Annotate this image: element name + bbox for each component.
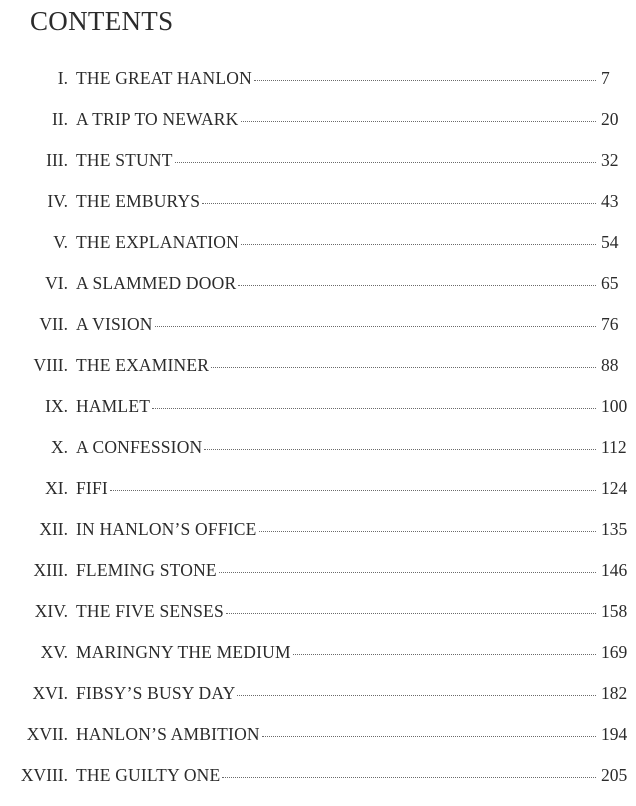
toc-entry[interactable] bbox=[0, 355, 636, 396]
page-number: 7 bbox=[601, 68, 610, 88]
chapter-number: XVII. bbox=[26, 724, 68, 744]
dot-leader bbox=[110, 490, 596, 491]
chapter-number: X. bbox=[50, 437, 68, 457]
page-number: 43 bbox=[601, 191, 619, 211]
dot-leader bbox=[293, 654, 596, 655]
chapter-number: VII. bbox=[39, 314, 68, 334]
chapter-number: II. bbox=[51, 109, 68, 129]
page-number: 20 bbox=[601, 109, 619, 129]
chapter-number: VI. bbox=[45, 273, 68, 293]
page-number: 169 bbox=[601, 642, 628, 662]
chapter-number: IV. bbox=[47, 191, 68, 211]
dot-leader bbox=[226, 613, 596, 614]
page-number: 76 bbox=[601, 314, 619, 334]
dot-leader bbox=[219, 572, 596, 573]
dot-leader bbox=[259, 531, 596, 532]
toc-entry[interactable] bbox=[0, 437, 636, 478]
page-number: 205 bbox=[601, 765, 628, 785]
dot-leader bbox=[204, 449, 596, 450]
toc-entry[interactable] bbox=[0, 601, 636, 642]
dot-leader bbox=[241, 121, 596, 122]
dot-leader bbox=[254, 80, 596, 81]
dot-leader bbox=[202, 203, 596, 204]
page-number: 158 bbox=[601, 601, 628, 621]
dot-leader bbox=[222, 777, 596, 778]
chapter-title: HAMLET bbox=[76, 396, 151, 416]
page-number: 112 bbox=[601, 437, 627, 457]
toc-entry[interactable] bbox=[0, 396, 636, 437]
page-title: CONTENTS bbox=[30, 6, 174, 36]
chapter-title: THE FIVE SENSES bbox=[76, 601, 224, 621]
chapter-title: THE EMBURYS bbox=[76, 191, 201, 211]
toc-entry[interactable] bbox=[0, 519, 636, 560]
chapter-title: THE GUILTY ONE bbox=[76, 765, 221, 785]
chapter-title: THE STUNT bbox=[76, 150, 173, 170]
dot-leader bbox=[211, 367, 596, 368]
chapter-number: IX. bbox=[45, 396, 68, 416]
page-number: 32 bbox=[601, 150, 619, 170]
chapter-number: III. bbox=[46, 150, 68, 170]
chapter-number: I. bbox=[57, 68, 68, 88]
toc-entry[interactable] bbox=[0, 724, 636, 765]
dot-leader bbox=[262, 736, 596, 737]
toc-entry[interactable] bbox=[0, 273, 636, 314]
page-number: 100 bbox=[601, 396, 628, 416]
page-number: 146 bbox=[601, 560, 628, 580]
toc-entry[interactable] bbox=[0, 150, 636, 191]
chapter-number: XIV. bbox=[34, 601, 68, 621]
page-number: 124 bbox=[601, 478, 628, 498]
toc-entry[interactable] bbox=[0, 478, 636, 519]
dot-leader bbox=[237, 695, 596, 696]
dot-leader bbox=[238, 285, 596, 286]
chapter-number: XI. bbox=[45, 478, 68, 498]
chapter-title: A CONFESSION bbox=[76, 437, 203, 457]
chapter-number: XVI. bbox=[32, 683, 68, 703]
chapter-number: XV. bbox=[40, 642, 68, 662]
chapter-title: FIBSY’S BUSY DAY bbox=[76, 683, 236, 703]
toc-entry[interactable] bbox=[0, 314, 636, 355]
chapter-title: A TRIP TO NEWARK bbox=[76, 109, 239, 129]
page-number: 182 bbox=[601, 683, 628, 703]
page-number: 88 bbox=[601, 355, 619, 375]
chapter-title: A SLAMMED DOOR bbox=[76, 273, 237, 293]
chapter-title: IN HANLON’S OFFICE bbox=[76, 519, 257, 539]
chapter-number: XII. bbox=[39, 519, 68, 539]
page-number: 65 bbox=[601, 273, 619, 293]
chapter-number: XIII. bbox=[33, 560, 68, 580]
chapter-title: MARINGNY THE MEDIUM bbox=[76, 642, 291, 662]
chapter-title: THE EXPLANATION bbox=[76, 232, 239, 252]
chapter-number: XVIII. bbox=[20, 765, 68, 785]
dot-leader bbox=[152, 408, 596, 409]
toc-entry[interactable] bbox=[0, 109, 636, 150]
dot-leader bbox=[175, 162, 596, 163]
chapter-number: V. bbox=[53, 232, 68, 252]
page-number: 54 bbox=[601, 232, 619, 252]
chapter-title: THE GREAT HANLON bbox=[76, 68, 252, 88]
chapter-title: A VISION bbox=[76, 314, 153, 334]
chapter-number: VIII. bbox=[33, 355, 68, 375]
chapter-title: THE EXAMINER bbox=[76, 355, 210, 375]
toc-entry[interactable] bbox=[0, 68, 636, 109]
page-number: 194 bbox=[601, 724, 628, 744]
chapter-title: FLEMING STONE bbox=[76, 560, 217, 580]
toc-entry[interactable] bbox=[0, 191, 636, 232]
toc-entry[interactable] bbox=[0, 560, 636, 601]
dot-leader bbox=[241, 244, 596, 245]
toc-entry[interactable] bbox=[0, 642, 636, 683]
toc-entry[interactable] bbox=[0, 232, 636, 273]
chapter-title: HANLON’S AMBITION bbox=[76, 724, 260, 744]
dot-leader bbox=[155, 326, 596, 327]
toc-entry[interactable] bbox=[0, 765, 636, 806]
page-number: 135 bbox=[601, 519, 628, 539]
toc-entry[interactable] bbox=[0, 683, 636, 724]
chapter-title: FIFI bbox=[76, 478, 108, 498]
